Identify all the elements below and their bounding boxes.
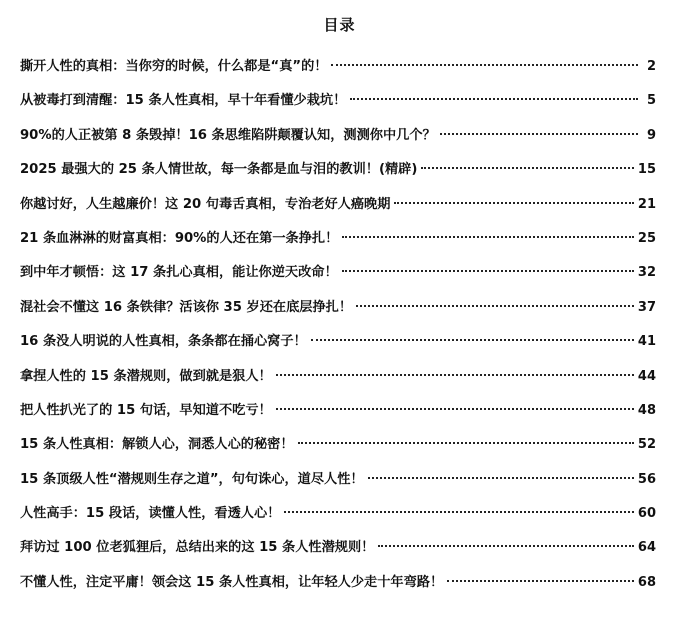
dot-leader xyxy=(311,339,634,341)
toc-page-number: 48 xyxy=(637,402,656,418)
toc-entry-title: 混社会不懂这 16 条铁律？活该你 35 岁还在底层挣扎！ xyxy=(20,299,353,315)
toc-entry-title: 你越讨好，人生越廉价！这 20 句毒舌真相，专治老好人癌晚期 xyxy=(20,196,391,212)
toc-entry[interactable] xyxy=(20,50,656,84)
dot-leader xyxy=(276,374,634,376)
toc-page-number: 5 xyxy=(646,93,656,109)
dot-leader xyxy=(447,580,634,582)
toc-page-number: 9 xyxy=(646,127,656,143)
dot-leader xyxy=(368,477,634,479)
toc-entry-title: 不懂人性，注定平庸！领会这 15 条人性真相，让年轻人少走十年弯路！ xyxy=(20,574,444,590)
toc-page-number: 37 xyxy=(637,299,656,315)
toc-entry-title: 15 条人性真相：解锁人心，洞悉人心的秘密！ xyxy=(20,437,294,453)
toc-entry-title: 15 条顶级人性“潜规则生存之道”，句句诛心，道尽人性！ xyxy=(20,471,364,487)
toc-entry-title: 90%的人正被第 8 条毁掉！16 条思维陷阱颠覆认知，测测你中几个？ xyxy=(20,127,436,143)
page-title: 目录 xyxy=(323,16,356,34)
dot-leader xyxy=(378,545,634,547)
toc-entry-title: 21 条血淋淋的财富真相：90%的人还在第一条挣扎！ xyxy=(20,230,339,246)
toc-entry[interactable] xyxy=(20,188,656,222)
toc-entry-title: 拿捏人性的 15 条潜规则，做到就是狠人！ xyxy=(20,368,272,384)
toc-entry-title: 到中年才顿悟：这 17 条扎心真相，能让你逆天改命！ xyxy=(20,265,338,281)
toc-entry[interactable] xyxy=(20,222,656,256)
toc-page-number: 68 xyxy=(637,574,656,590)
table-of-contents xyxy=(20,50,656,600)
toc-entry-title: 拜访过 100 位老狐狸后，总结出来的这 15 条人性潜规则！ xyxy=(20,540,375,556)
toc-entry[interactable] xyxy=(20,119,656,153)
toc-page-number: 52 xyxy=(637,437,656,453)
toc-page-number: 32 xyxy=(637,265,656,281)
toc-page-number: 56 xyxy=(637,471,656,487)
toc-page-number: 25 xyxy=(637,230,656,246)
toc-entry[interactable] xyxy=(20,84,656,118)
toc-entry[interactable] xyxy=(20,566,656,600)
toc-page-number: 64 xyxy=(637,540,656,556)
dot-leader xyxy=(298,442,634,444)
toc-entry[interactable] xyxy=(20,428,656,462)
toc-entry[interactable] xyxy=(20,256,656,290)
toc-entry[interactable] xyxy=(20,497,656,531)
dot-leader xyxy=(421,167,634,169)
toc-page-number: 60 xyxy=(637,506,656,522)
dot-leader xyxy=(331,64,638,66)
toc-entry[interactable] xyxy=(20,360,656,394)
toc-entry[interactable] xyxy=(20,291,656,325)
dot-leader xyxy=(394,202,633,204)
dot-leader xyxy=(284,511,634,513)
dot-leader xyxy=(276,408,634,410)
toc-page-number: 15 xyxy=(637,162,656,178)
toc-page-number: 2 xyxy=(646,59,656,74)
toc-entry-title: 从被毒打到清醒：15 条人性真相，早十年看懂少栽坑！ xyxy=(20,93,347,109)
dot-leader xyxy=(440,133,638,135)
toc-entry-title: 16 条没人明说的人性真相，条条都在捅心窝子！ xyxy=(20,334,307,350)
toc-entry[interactable] xyxy=(20,531,656,565)
toc-page-number: 41 xyxy=(637,334,656,350)
toc-entry-title: 把人性扒光了的 15 句话，早知道不吃亏！ xyxy=(20,402,272,418)
toc-entry[interactable] xyxy=(20,463,656,497)
toc-entry[interactable] xyxy=(20,325,656,359)
toc-entry-title: 2025 最强大的 25 条人情世故，每一条都是血与泪的教训！(精辟) xyxy=(20,162,418,178)
dot-leader xyxy=(342,236,634,238)
dot-leader xyxy=(350,98,638,100)
toc-entry-title: 人性高手：15 段话，读懂人性，看透人心！ xyxy=(20,506,281,522)
toc-entry[interactable] xyxy=(20,394,656,428)
toc-page-number: 21 xyxy=(637,196,656,212)
dot-leader xyxy=(342,270,634,272)
dot-leader xyxy=(356,305,634,307)
toc-entry-title: 撕开人性的真相：当你穷的时候，什么都是“真”的！ xyxy=(20,59,328,74)
toc-entry[interactable] xyxy=(20,153,656,187)
toc-page-number: 44 xyxy=(637,368,656,384)
